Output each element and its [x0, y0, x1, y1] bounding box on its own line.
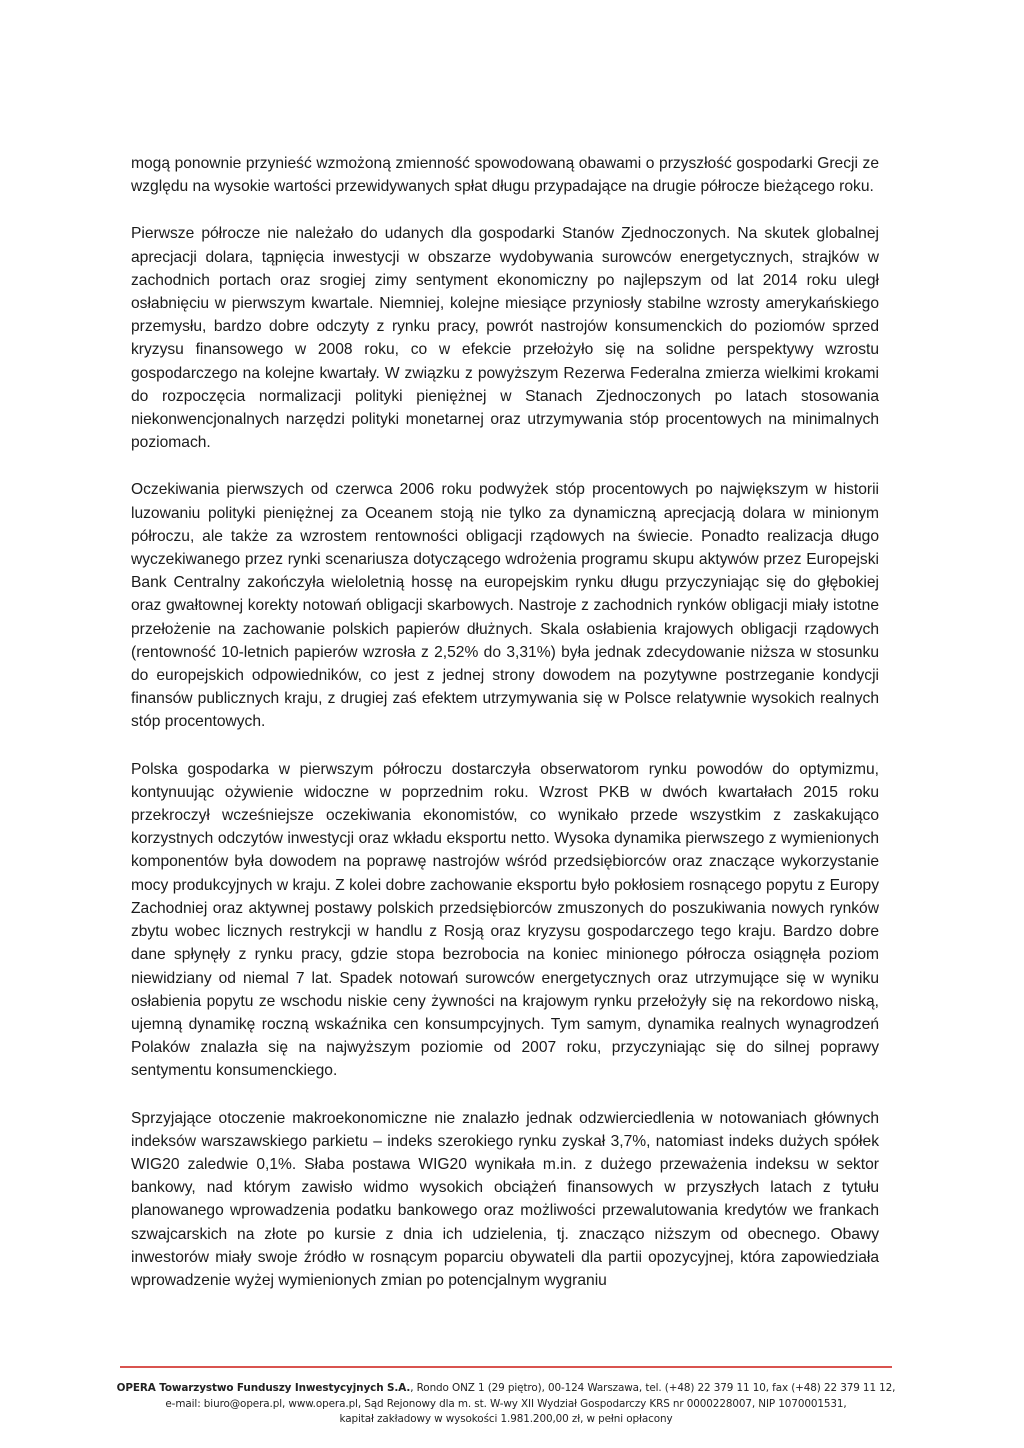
- footer-line-1: [100, 1381, 912, 1397]
- paragraph-2: Pierwsze półrocze nie należało do udanych dla gospodarki Stanów Zjednoczonych. Na skutek globalnej aprecjacji dolara, tąpnięcia inwestycji w obszarze wydobywania surowców energetycznych, strajków w zachodnich portach oraz srogiej zimy sentyment ekonomiczny po najlepszym od lat 2014 roku uległ osłabnięciu w pierwszym kwartale. Niemniej, kolejne miesiące przyniosły stabilne wzrosty amerykańskiego przemysłu, bardzo dobre odczyty z rynku pracy, powrót nastrojów konsumenckich do poziomów sprzed kryzysu finansowego w 2008 roku, co w efekcie przełożyło się na solidne perspektywy wzrostu gospodarczego na kolejne kwartały. W związku z powyższym Rezerwa Federalna zmierza wielkimi krokami do rozpoczęcia normalizacji polityki pieniężnej w Stanach Zjednoczonych po latach stosowania niekonwencjonalnych narzędzi polityki monetarnej oraz utrzymywania stóp procentowych na minimalnych poziomach.: [131, 225, 879, 452]
- page-footer: [100, 1381, 912, 1428]
- paragraph-4: Polska gospodarka w pierwszym półroczu dostarczyła obserwatorom rynku powodów do optymizmu, kontynuując ożywienie widoczne w poprzednim roku. Wzrost PKB w dwóch kwartałach 2015 roku przekroczył wcześniejsze oczekiwania ekonomistów, co wynikało przede wszystkim z zaskakująco korzystnych odczytów inwestycji oraz wkładu eksportu netto. Wysoka dynamika pierwszego z wymienionych komponentów była dowodem na poprawę nastrojów wśród przedsiębiorców oraz znaczące wykorzystanie mocy produkcyjnych w kraju. Z kolei dobre zachowanie eksportu było pokłosiem rosnącego popytu z Europy Zachodniej oraz aktywnej postawy polskich przedsiębiorców zmuszonych do poszukiwania nowych rynków zbytu wobec licznych restrykcji w handlu z Rosją oraz kryzysu gospodarczego tego kraju. Bardzo dobre dane spłynęły z rynku pracy, gdzie stopa bezrobocia na koniec minionego półrocza osiągnęła poziom niewidziany od niemal 7 lat. Spadek notowań surowców energetycznych oraz utrzymujące się w wyniku osłabienia popytu ze wschodu niskie ceny żywności na krajowym rynku przełożyły się na rekordowo niską, ujemną dynamikę roczną wskaźnika cen konsumpcyjnych. Tym samym, dynamika realnych wynagrodzeń Polaków znalazła się na najwyższym poziomie od 2007 roku, przyczyniając się do silnej poprawy sentymentu konsumenckiego.: [131, 760, 879, 1080]
- footer-address: , Rondo ONZ 1 (29 piętro), 00-124 Warszawa, tel. (+48) 22 379 11 10, fax (+48) 22 379 11 12,: [410, 1382, 896, 1394]
- paragraph-5: Sprzyjające otoczenie makroekonomiczne nie znalazło jednak odzwierciedlenia w notowaniach głównych indeksów warszawskiego parkietu – indeks szerokiego rynku zyskał 3,7%, natomiast indeks dużych spółek WIG20 zaledwie 0,1%. Słaba postawa WIG20 wynikała m.in. z dużego przeważenia indeksu w sektor bankowy, nad którym zawisło widmo wysokich obciążeń finansowych w przyszłych latach z tytułu planowanego wprowadzenia podatku bankowego oraz możliwości przewalutowania kredytów we frankach szwajcarskich na złote po kursie z dnia ich udzielenia, tj. znacząco niższym od obecnego. Obawy inwestorów miały swoje źródło w rosnącym poparciu obywateli dla partii opozycyjnej, która zapowiedziała wprowadzenie wyżej wymienionych zmian po potencjalnym wygraniu: [131, 1109, 879, 1289]
- footer-line-2: e-mail: biuro@opera.pl, www.opera.pl, Sąd Rejonowy dla m. st. W-wy XII Wydział Gospodarczy KRS nr 0000228007, NIP 1070001531,: [165, 1397, 847, 1410]
- paragraph-1: mogą ponownie przynieść wzmożoną zmienność spowodowaną obawami o przyszłość gospodarki Grecji ze względu na wysokie wartości przewidywanych spłat długu przypadające na drugie półrocze bieżącego roku.: [131, 155, 879, 196]
- paragraph-3: Oczekiwania pierwszych od czerwca 2006 roku podwyżek stóp procentowych po największym w historii luzowaniu polityki pieniężnej za Oceanem stoją nie tylko za dynamiczną aprecjacją dolara w minionym półroczu, ale także za wzrostem rentowności obligacji rządowych na świecie. Ponadto realizacja długo wyczekiwanego przez rynki scenariusza dotyczącego wdrożenia programu skupu aktywów przez Europejski Bank Centralny zakończyła wieloletnią hossę na europejskim rynku długu przyczyniając się do głębokiej oraz gwałtownej korekty notowań obligacji skarbowych. Nastroje z zachodnich rynków obligacji miały istotne przełożenie na zachowanie polskich papierów dłużnych. Skala osłabienia krajowych obligacji rządowych (rentowność 10-letnich papierów wzrosła z 2,52% do 3,31%) była jednak zdecydowanie niższa w stosunku do europejskich odpowiedników, co jest z jednej strony dowodem na pozytywne postrzeganie kondycji finansów publicznych kraju, z drugiej zaś efektem utrzymywania się w Polsce relatywnie wysokich realnych stóp procentowych.: [131, 481, 879, 731]
- document-body: [131, 152, 879, 1316]
- footer-company-name: OPERA Towarzystwo Funduszy Inwestycyjnych S.A.: [116, 1382, 411, 1394]
- footer-divider: [120, 1366, 892, 1368]
- footer-line-3: kapitał zakładowy w wysokości 1.981.200,00 zł, w pełni opłacony: [339, 1413, 673, 1425]
